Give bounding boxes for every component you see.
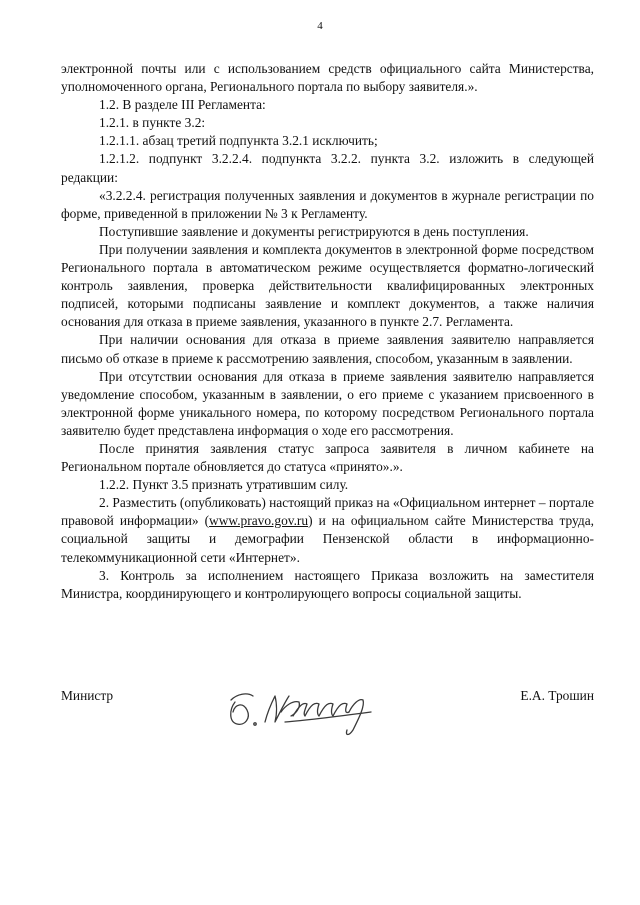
publish-text-after: ) и на официальном сайте Министерства труда, социальной защиты и демографии Пензенской области в информационно-телекоммуникационной сети «Интернет». xyxy=(61,513,594,565)
paragraph: электронной почты или с использованием средств официального сайта Министерства, уполномоченного органа, Регионального портала по выбору заявителя.». xyxy=(61,61,594,95)
paragraph: При отсутствии основания для отказа в приеме заявления заявителю направляется уведомление способом, указанным в заявлении, о его приеме с указанием присвоенного в электронной форме уникального номера, по которому посредством Регионального портала заявителю будет представлена информация о ходе его рассмотрения. xyxy=(61,368,594,438)
paragraph: При получении заявления и комплекта документов в электронной форме посредством Регионального портала в автоматическом режиме осуществляется форматно-логический контроль заявления, проверка действительности квалифицированных электронных подписей, которыми подписаны заявление и комплект документов, а также наличия основания для отказа в приеме заявления, указанного в пункте 2.7. Регламента. xyxy=(61,241,594,330)
document-body xyxy=(61,60,594,603)
paragraph: 1.2.1.2. подпункт 3.2.2.4. подпункта 3.2.2. пункта 3.2. изложить в следующей редакции: xyxy=(61,151,594,185)
signatory-title: Министр xyxy=(61,688,114,703)
paragraph: 1.2. В разделе III Регламента: xyxy=(99,97,266,113)
paragraph: «3.2.2.4. регистрация полученных заявления и документов в журнале регистрации по форме, приведенной в приложении № 3 к Регламенту. xyxy=(61,187,594,221)
publish-text-before: 2. Разместить (опубликовать) настоящий приказ на «Официальном интернет – портале правовой информации» ( xyxy=(61,495,594,529)
paragraph-control: 3. Контроль за исполнением настоящего Приказа возложить на заместителя Министра, координирующего и контролирующего вопросы социальной защиты. xyxy=(61,567,594,601)
pravo-link[interactable]: www.pravo.gov.ru xyxy=(209,513,309,529)
paragraph-publish xyxy=(61,494,594,566)
paragraph: Поступившие заявление и документы регистрируются в день поступления. xyxy=(99,223,529,239)
paragraph: 1.2.2. Пункт 3.5 признать утратившим силу. xyxy=(99,477,349,493)
handwritten-signature xyxy=(221,682,381,742)
signature-block xyxy=(61,682,594,752)
paragraph: 1.2.1. в пункте 3.2: xyxy=(99,115,206,131)
paragraph: После принятия заявления статус запроса заявителя в личном кабинете на Региональном портале обновляется до статуса «принято».». xyxy=(61,440,594,475)
paragraph: При наличии основания для отказа в приеме заявления заявителю направляется письмо об отказе в приеме к рассмотрению заявления, способом, указанным в заявлении. xyxy=(61,332,594,366)
page-number: 4 xyxy=(317,20,323,32)
paragraph: 1.2.1.1. абзац третий подпункта 3.2.1 исключить; xyxy=(99,133,378,149)
signatory-name: Е.А. Трошин xyxy=(520,688,594,703)
